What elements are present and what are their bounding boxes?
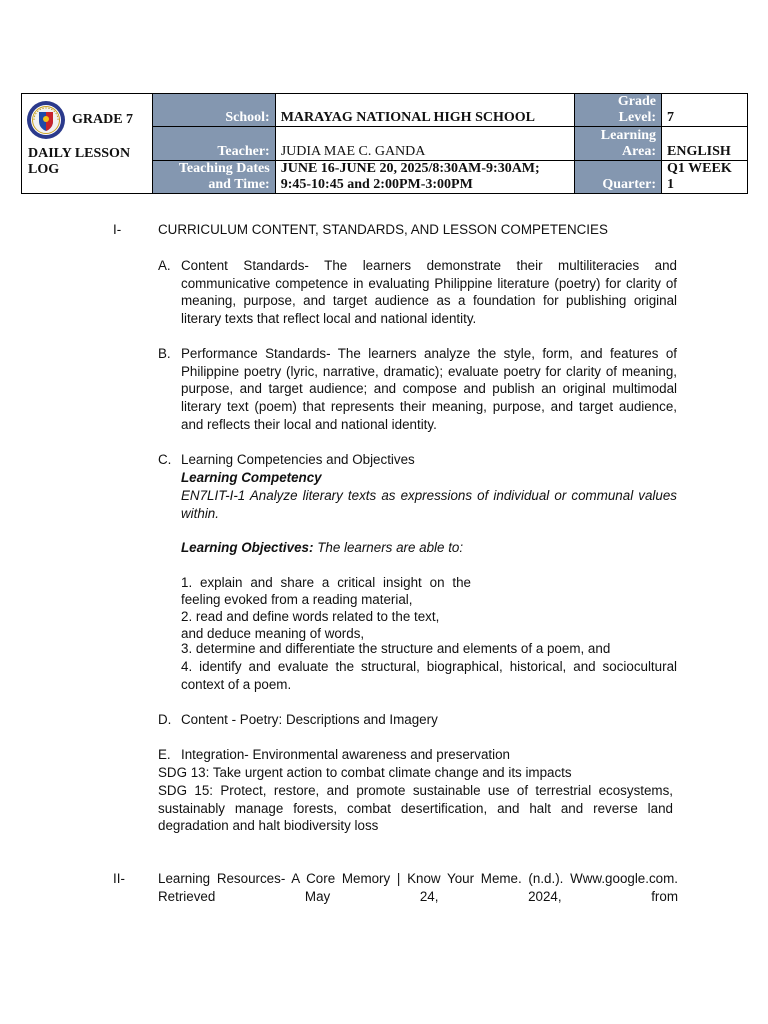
dates-label: Teaching Dates and Time: <box>152 161 275 194</box>
item-b-mark: B. <box>158 346 171 361</box>
log-title: DAILY LESSON LOG <box>28 146 131 177</box>
sdg13-text: SDG 13: Take urgent action to combat climate change and its impacts <box>158 765 572 780</box>
integration-text: Integration- Environmental awareness and preservation <box>181 747 510 762</box>
performance-standards-text: Performance Standards- The learners analyze the style, form, and features of Philippine poetry (lyric, narrative, dramatic); evaluate poetry for clarity of meaning, purpose, and target audience; and compose and publish an original multimodal literary text (poem) that represents their meaning, purpose, and target audience, and reflects their local and national identity. <box>181 346 677 432</box>
school-label: School: <box>152 94 275 127</box>
section2-numeral: II- <box>113 871 125 886</box>
learning-resources-line1: Learning Resources- A Core Memory | Know Your Meme. (n.d.). Www.google.com. <box>158 871 678 886</box>
header-left-cell <box>22 94 153 194</box>
learning-resources-line2 <box>158 888 678 906</box>
item-c-mark: C. <box>158 452 172 467</box>
objectives-heading: Learning Objectives: <box>181 540 314 555</box>
content-standards-text: Content Standards- The learners demonstrate their multiliteracies and communicative competence in evaluating Philippine literature (poetry) for clarity of meaning, purpose, and target audience as a foundation for publishing original literary texts that reflect local and national identity. <box>181 258 677 327</box>
objective-1-line2: feeling evoked from a reading material, <box>181 592 413 607</box>
sdg15-text: SDG 15: Protect, restore, and promote sustainable use of terrestrial ecosystems, sustainably manage forests, combat desertification, and halt and reverse land degradation and halt biodiversity loss <box>158 783 673 834</box>
section1-numeral: I- <box>113 222 122 237</box>
competencies-title: Learning Competencies and Objectives <box>181 452 415 467</box>
day-word: 24, <box>419 889 439 904</box>
objectives-intro: The learners are able to: <box>313 540 464 555</box>
grade-level-value: 7 <box>662 94 748 127</box>
teacher-label: Teacher: <box>152 127 275 161</box>
item-a-mark: A. <box>158 258 171 273</box>
section1-title: CURRICULUM CONTENT, STANDARDS, AND LESSON COMPETENCIES <box>158 222 608 237</box>
quarter-value: Q1 WEEK 1 <box>662 161 748 194</box>
objective-2-line1: 2. read and define words related to the text, <box>181 609 440 624</box>
deped-seal-icon <box>26 100 66 140</box>
objective-1-line1: 1. explain and share a critical insight on the <box>181 575 471 590</box>
objectives-line <box>181 539 677 557</box>
header-table <box>21 93 748 194</box>
teacher-value: JUDIA MAE C. GANDA <box>275 127 574 161</box>
school-value: MARAYAG NATIONAL HIGH SCHOOL <box>275 94 574 127</box>
competency-heading: Learning Competency <box>181 470 322 485</box>
objective-2-line2: and deduce meaning of words, <box>181 626 365 641</box>
objective-3: 3. determine and differentiate the structure and elements of a poem, and <box>181 641 611 656</box>
competency-text: EN7LIT-I-1 Analyze literary texts as expressions of individual or communal values within. <box>181 488 677 521</box>
from-word: from <box>651 889 678 904</box>
learning-area-label: Learning Area: <box>575 127 662 161</box>
month-word: May <box>304 889 331 904</box>
retrieved-word: Retrieved <box>158 889 216 904</box>
year-word: 2024, <box>528 889 562 904</box>
item-d-mark: D. <box>158 712 172 727</box>
grade-label: GRADE 7 <box>72 112 134 127</box>
objective-4: 4. identify and evaluate the structural, biographical, historical, and sociocultural context of a poem. <box>181 659 677 692</box>
item-e-mark: E. <box>158 747 171 762</box>
quarter-label: Quarter: <box>575 161 662 194</box>
grade-level-label: Grade Level: <box>575 94 662 127</box>
content-poetry-text: Content - Poetry: Descriptions and Imagery <box>181 712 438 727</box>
dates-value: JUNE 16-JUNE 20, 2025/8:30AM-9:30AM; 9:45-10:45 and 2:00PM-3:00PM <box>275 161 574 194</box>
learning-area-value: ENGLISH <box>662 127 748 161</box>
